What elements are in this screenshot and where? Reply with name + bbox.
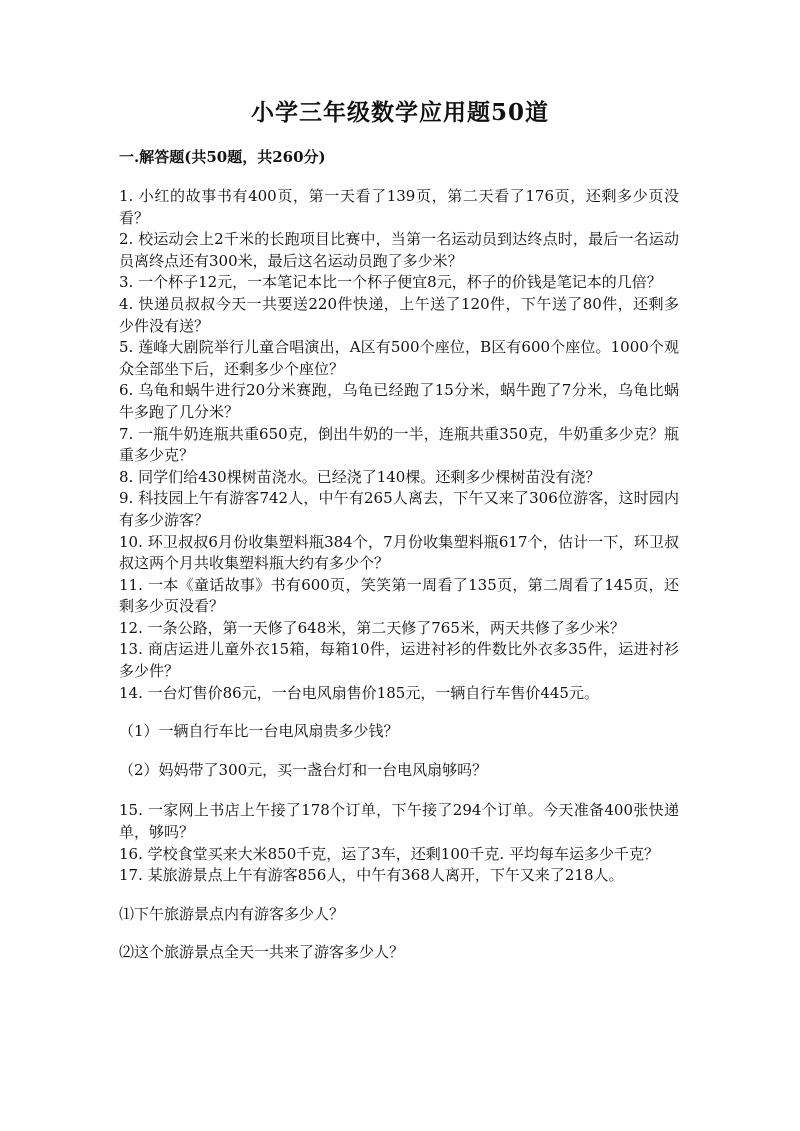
question-5: 5. 莲峰大剧院举行儿童合唱演出，A区有500个座位，B区有600个座位。1000个观众全部坐下后，还剩多少个座位？	[119, 338, 679, 378]
question-10: 10. 环卫叔叔6月份收集塑料瓶384个，7月份收集塑料瓶617个，估计一下，环卫叔叔这两个月共收集塑料瓶大约有多少个？	[119, 532, 679, 573]
question-8: 8. 同学们给430棵树苗浇水。已经浇了140棵。还剩多少棵树苗没有浇？	[119, 467, 601, 486]
question-17: 17. 某旅游景点上午有游客856人，中午有368人离开，下午又来了218人。	[119, 866, 624, 885]
question-11: 11. 一本《童话故事》书有600页，笑笑第一周看了135页，第二周看了145页，还剩多少页没看？	[119, 575, 679, 616]
question-14-part-1: （1）一辆自行车比一台电风扇贵多少钱？	[119, 722, 399, 741]
question-14: 14. 一台灯售价86元，一台电风扇售价185元，一辆自行车售价445元。	[119, 683, 599, 702]
question-14-part-2: （2）妈妈带了300元，买一盏台灯和一台电风扇够吗？	[119, 760, 488, 779]
question-1: 1. 小红的故事书有400页，第一天看了139页，第二天看了176页，还剩多少页没看？	[119, 187, 679, 227]
document-title: 小学三年级数学应用题50道	[250, 99, 549, 126]
question-13: 13. 商店运进儿童外衣15箱，每箱10件，运进衬衫的件数比外衣多35件，运进衬衫多少件？	[119, 640, 679, 681]
question-9: 9. 科技园上午有游客742人，中午有265人离去，下午又来了306位游客，这时园内有多少游客？	[119, 489, 679, 529]
question-15: 15. 一家网上书店上午接了178个订单，下午接了294个订单。今天准备400张快递单，够吗？	[119, 801, 679, 842]
section-heading: 一.解答题(共50题，共260分)	[119, 148, 326, 166]
question-3: 3. 一个杯子12元，一本笔记本比一个杯子便宜8元，杯子的价钱是笔记本的几倍？	[119, 273, 662, 292]
question-4: 4. 快递员叔叔今天一共要送220件快递，上午送了120件，下午送了80件，还剩多少件没有送？	[119, 294, 679, 335]
question-12: 12. 一条公路，第一天修了648米，第二天修了765米，两天共修了多少米？	[119, 618, 625, 637]
question-17-part-2: ⑵这个旅游景点全天一共来了游客多少人？	[119, 943, 405, 962]
spacer	[119, 887, 679, 904]
question-7: 7. 一瓶牛奶连瓶共重650克，倒出牛奶的一半，连瓶共重350克，牛奶重多少克？瓶重多少克？	[119, 424, 679, 465]
question-6: 6. 乌龟和蜗牛进行20分米赛跑，乌龟已经跑了15分米，蜗牛跑了7分米，乌龟比蜗牛多跑了几分米？	[119, 381, 679, 421]
question-list	[119, 186, 679, 964]
question-16: 16. 学校食堂买来大米850千克，运了3车，还剩100千克. 平均每车运多少千克？	[119, 844, 659, 863]
spacer	[119, 704, 679, 721]
question-17-part-1: ⑴下午旅游景点内有游客多少人？	[119, 904, 345, 923]
question-2: 2. 校运动会上2千米的长跑项目比赛中，当第一名运动员到达终点时，最后一名运动员离终点还有300米，最后这名运动员跑了多少米？	[119, 230, 679, 270]
spacer	[119, 925, 679, 942]
spacer	[119, 781, 679, 800]
spacer	[119, 743, 679, 760]
